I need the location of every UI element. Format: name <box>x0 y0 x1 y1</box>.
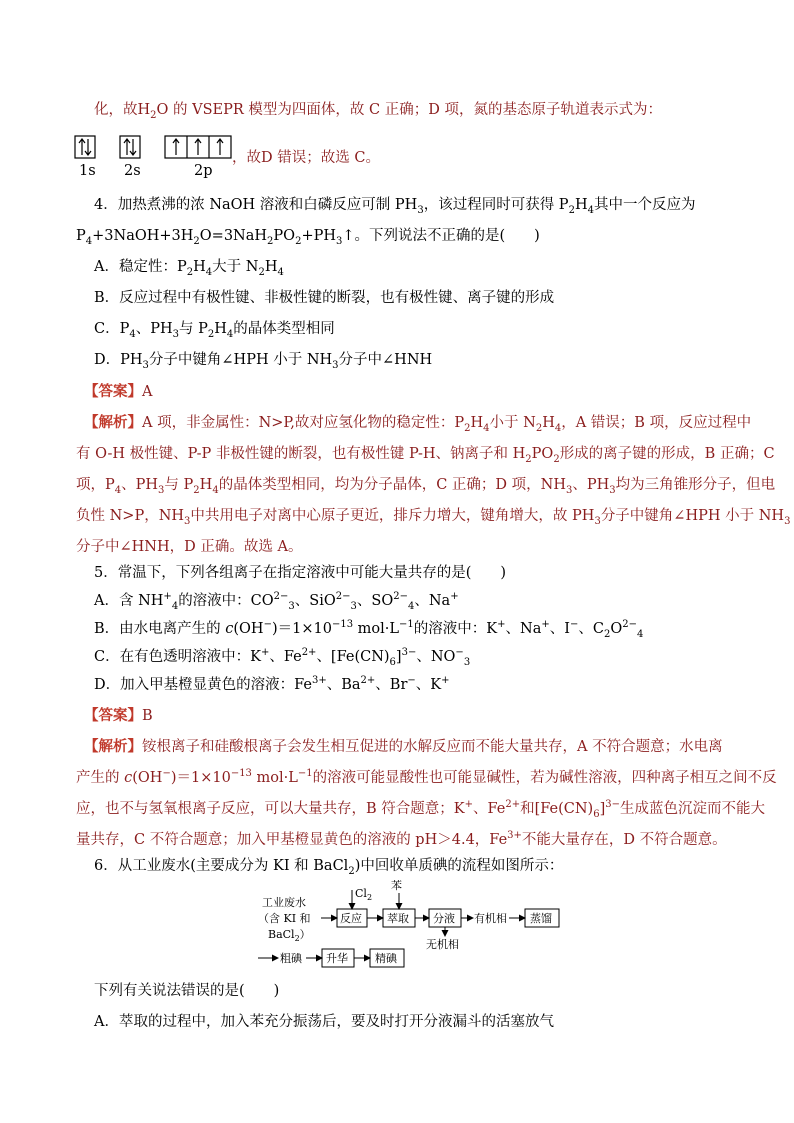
orbital-1s-box <box>75 136 95 158</box>
flow-cl2: $Cl_2$ <box>355 887 373 902</box>
flow-source-line3: BaCl$_2$） <box>268 928 311 943</box>
orbital-diagram <box>74 135 244 179</box>
flow-separate-label: 分液 <box>433 912 455 925</box>
flow-source-line2: （含 KI 和 <box>258 912 311 925</box>
flow-source-line1: 工业废水 <box>262 896 306 909</box>
label-2s: 2s <box>124 163 141 179</box>
flow-organic: 有机相 <box>474 912 507 925</box>
orbital-2p-box <box>165 136 231 158</box>
orbital-2s-box <box>120 136 140 158</box>
flow-diagram-row2 <box>256 945 416 973</box>
flow-distill-label: 蒸馏 <box>530 912 552 925</box>
flow-crude: 粗碘 <box>280 952 302 965</box>
flow-benzene: 苯 <box>391 880 402 892</box>
label-1s: 1s <box>79 163 96 179</box>
flow-pure-label: 精碘 <box>375 952 397 965</box>
flow-extract-label: 萃取 <box>387 912 409 925</box>
flow-react-label: 反应 <box>340 912 362 925</box>
flow-sublime-label: 升华 <box>326 952 348 965</box>
flow-inorganic: 无机相 <box>426 938 459 951</box>
label-2p: 2p <box>194 163 213 179</box>
